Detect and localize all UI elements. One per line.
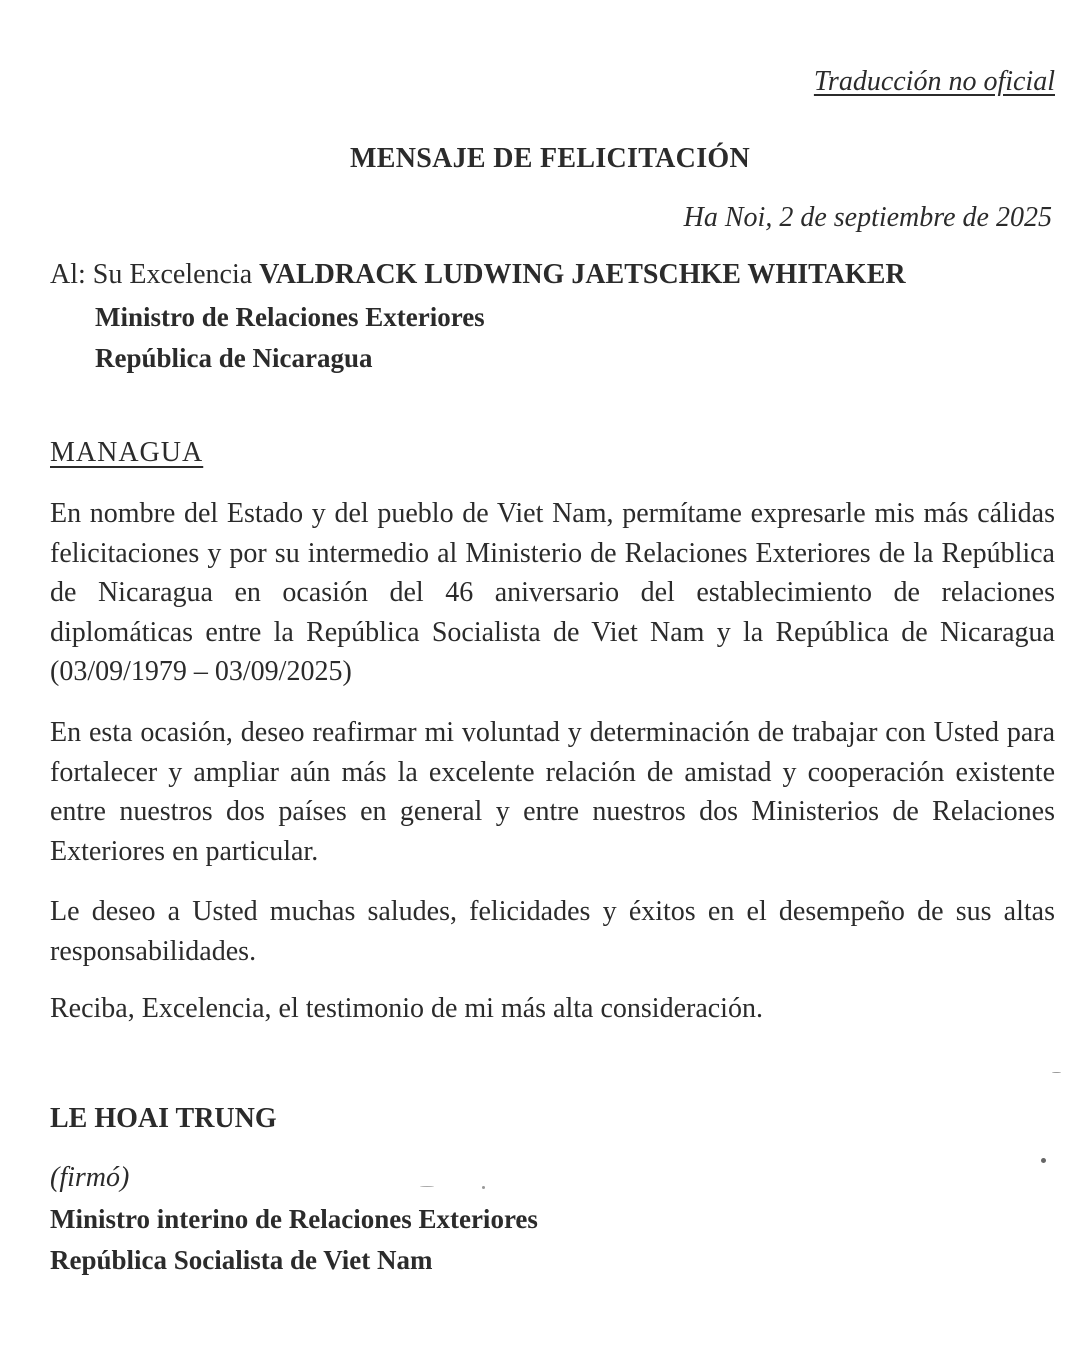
addressee-country: República de Nicaragua — [95, 343, 373, 373]
signer-country: República Socialista de Viet Nam — [50, 1245, 433, 1275]
signer-name: LE HOAI TRUNG — [50, 1103, 277, 1134]
addressee-position: Ministro de Relaciones Exteriores — [95, 302, 485, 332]
document-date: Ha Noi, 2 de septiembre de 2025 — [683, 202, 1052, 233]
document-title: MENSAJE DE FELICITACIÓN — [350, 143, 750, 174]
addressee-line — [50, 259, 906, 291]
translation-note: Traducción no oficial — [813, 66, 1055, 97]
scan-speck — [482, 1186, 485, 1189]
scan-speck — [1052, 1072, 1061, 1073]
body-paragraph: En esta ocasión, deseo reafirmar mi voluntad y determinación de trabajar con Usted para fortalecer y ampliar aún más la excelente relación de amistad y cooperación existente entre nuestros dos países en general y entre nuestros dos Ministerios de Relaciones Exteriores en particular. — [50, 717, 1055, 867]
signer-position: Ministro interino de Relaciones Exteriores — [50, 1204, 538, 1234]
body-paragraph: Le deseo a Usted muchas saludes, felicidades y éxitos en el desempeño de sus altas responsabilidades. — [50, 896, 1055, 967]
addressee-city: MANAGUA — [50, 437, 204, 468]
scan-speck — [1041, 1158, 1046, 1163]
body-paragraph: Reciba, Excelencia, el testimonio de mi más alta consideración. — [50, 993, 763, 1024]
signed-note: (firmó) — [50, 1162, 130, 1193]
scan-speck — [420, 1186, 434, 1187]
addressee-name: VALDRACK LUDWING JAETSCHKE WHITAKER — [259, 259, 906, 290]
addressee-prefix: Al: Su Excelencia — [50, 259, 253, 290]
body-paragraph: En nombre del Estado y del pueblo de Viet Nam, permítame expresarle mis más cálidas felicitaciones y por su intermedio al Ministerio de Relaciones Exteriores de la República de Nicaragua en ocasión del 46 aniversario del establecimiento de relaciones diplomáticas entre la República Socialista de Viet Nam y la República de Nicaragua (03/09/1979 – 03/09/2025) — [50, 498, 1055, 687]
